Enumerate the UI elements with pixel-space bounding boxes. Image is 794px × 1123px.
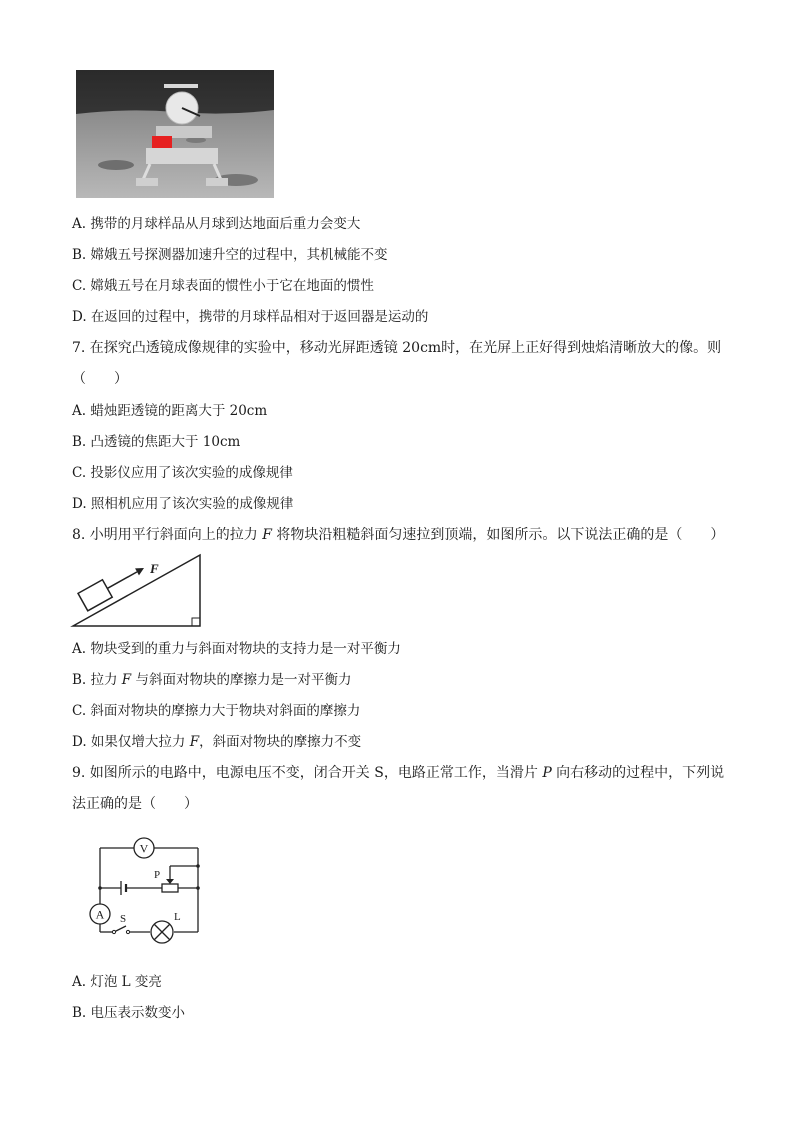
junction-dot bbox=[196, 886, 200, 890]
lamp-label: L bbox=[174, 911, 181, 923]
voltmeter-label: V bbox=[139, 841, 149, 856]
q8-option-d bbox=[72, 733, 361, 751]
rheostat bbox=[162, 884, 178, 892]
q8-option-c: C. 斜面对物块的摩擦力大于物块对斜面的摩擦力 bbox=[72, 703, 361, 719]
q6-option-d: D. 在返回的过程中，携带的月球样品相对于返回器是运动的 bbox=[72, 309, 429, 325]
q9-stem-line2: 法正确的是（ ） bbox=[72, 796, 198, 812]
q8-option-a: A. 物块受到的重力与斜面对物块的支持力是一对平衡力 bbox=[72, 641, 401, 657]
force-arrow-head bbox=[135, 564, 146, 575]
q8-option-d-var: F bbox=[189, 734, 200, 750]
right-angle-mark bbox=[192, 618, 200, 626]
q9-stem-part2: 向右移动的过程中，下列说 bbox=[551, 765, 725, 781]
junction-dot bbox=[196, 864, 200, 868]
circuit-diagram bbox=[88, 834, 208, 950]
q7-option-b: B. 凸透镜的焦距大于 10cm bbox=[72, 434, 241, 450]
switch-contact bbox=[126, 930, 129, 933]
q8-stem bbox=[72, 526, 724, 544]
q8-option-b-part2: 与斜面对物块的摩擦力是一对平衡力 bbox=[131, 672, 352, 688]
switch-contact bbox=[112, 930, 115, 933]
q9-option-b: B. 电压表示数变小 bbox=[72, 1005, 186, 1021]
q9-stem-part1: 9. 如图所示的电路中，电源电压不变，闭合开关 S，电路正常工作，当滑片 bbox=[72, 765, 543, 781]
q6-option-c: C. 嫦娥五号在月球表面的惯性小于它在地面的惯性 bbox=[72, 278, 374, 294]
incline-figure bbox=[70, 552, 206, 628]
slider-arrow bbox=[166, 879, 174, 884]
force-arrow bbox=[107, 572, 137, 589]
q8-option-d-part2: ，斜面对物块的摩擦力不变 bbox=[199, 734, 362, 750]
q9-stem-var: P bbox=[542, 765, 552, 781]
q8-stem-part2: 将物块沿粗糙斜面匀速拉到顶端，如图所示。以下说法正确的是（ ） bbox=[271, 527, 725, 543]
q7-blank: （ ） bbox=[72, 371, 128, 387]
q6-option-a: A. 携带的月球样品从月球到达地面后重力会变大 bbox=[72, 216, 361, 232]
force-label: F bbox=[150, 561, 159, 576]
q8-stem-part1: 8. 小明用平行斜面向上的拉力 bbox=[72, 527, 263, 543]
slider-label: P bbox=[154, 869, 161, 881]
ammeter-label: A bbox=[95, 907, 105, 922]
q8-option-b bbox=[72, 671, 351, 689]
lamp-icon bbox=[151, 921, 173, 943]
switch-label: S bbox=[120, 913, 127, 925]
q7-stem: 7. 在探究凸透镜成像规律的实验中，移动光屏距透镜 20cm时，在光屏上正好得到烛焰清晰放大的像。则 bbox=[72, 340, 722, 356]
q7-option-d: D. 照相机应用了该次实验的成像规律 bbox=[72, 496, 294, 512]
q6-option-b: B. 嫦娥五号探测器加速升空的过程中，其机械能不变 bbox=[72, 247, 388, 263]
q9-option-a: A. 灯泡 L 变亮 bbox=[72, 974, 162, 990]
q8-option-b-var: F bbox=[121, 672, 132, 688]
q8-option-b-part1: B. 拉力 bbox=[72, 672, 122, 688]
q7-option-a: A. 蜡烛距透镜的距离大于 20cm bbox=[72, 403, 268, 419]
q7-option-c: C. 投影仪应用了该次实验的成像规律 bbox=[72, 465, 293, 481]
q8-stem-var: F bbox=[262, 527, 272, 543]
q8-option-d-part1: D. 如果仅增大拉力 bbox=[72, 734, 190, 750]
q9-stem-line1 bbox=[72, 764, 724, 782]
junction-dot bbox=[98, 886, 102, 890]
lunar-lander-photo bbox=[76, 70, 274, 198]
